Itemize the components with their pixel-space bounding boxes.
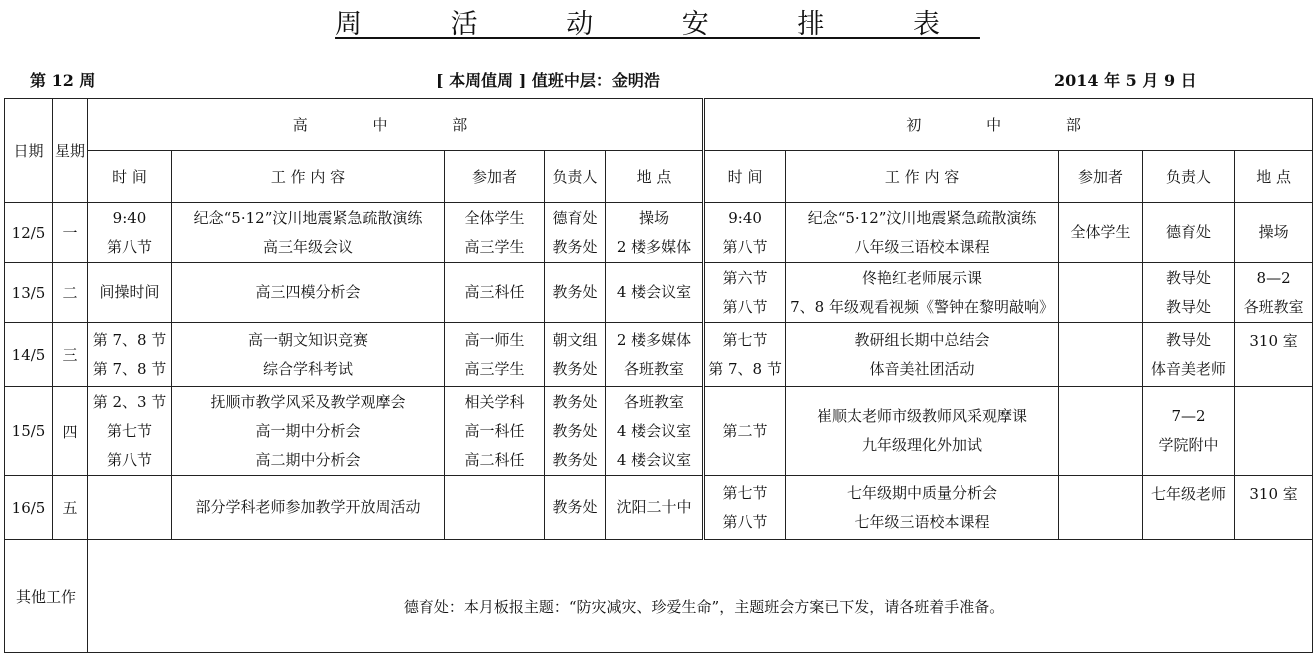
middle-time-line: 第八节 bbox=[722, 512, 768, 531]
row-date: 16/5 bbox=[5, 476, 53, 540]
middle-owner-line: 教导处 bbox=[1166, 297, 1212, 316]
schedule-table bbox=[4, 98, 1313, 653]
header-place: 地 点 bbox=[606, 151, 704, 203]
high-place-cell bbox=[606, 203, 704, 263]
high-content-cell bbox=[172, 476, 445, 540]
middle-content-line: 七年级三语校本课程 bbox=[854, 512, 990, 531]
middle-content-cell bbox=[786, 476, 1059, 540]
high-participants-line: 高一师生 bbox=[464, 330, 525, 349]
middle-owner-cell bbox=[1143, 476, 1235, 540]
middle-place-line: 各班教室 bbox=[1243, 297, 1304, 316]
header-time: 时 间 bbox=[704, 151, 786, 203]
middle-owner-line: 7—2 bbox=[1171, 407, 1206, 425]
schedule-row bbox=[5, 203, 1313, 263]
row-date: 14/5 bbox=[5, 323, 53, 387]
high-participants-cell bbox=[445, 387, 545, 476]
middle-owner-line: 学院附中 bbox=[1158, 436, 1219, 454]
high-time-line: 第七节 bbox=[106, 421, 152, 440]
middle-time-cell bbox=[704, 476, 786, 540]
section-high-school: 高 中 部 bbox=[88, 99, 704, 151]
high-place-cell bbox=[606, 387, 704, 476]
middle-time-line: 9:40 bbox=[728, 208, 762, 227]
middle-time-cell bbox=[704, 203, 786, 263]
middle-time-line: 第七节 bbox=[722, 330, 768, 349]
middle-participants-cell bbox=[1059, 323, 1143, 387]
high-time-cell bbox=[88, 476, 172, 540]
middle-place-line: 310 室 bbox=[1249, 332, 1298, 350]
row-weekday: 一 bbox=[53, 203, 88, 263]
schedule-row bbox=[5, 263, 1313, 323]
high-participants-line: 高一科任 bbox=[464, 421, 525, 440]
high-place-line: 2 楼多媒体 bbox=[616, 330, 692, 349]
high-owner-cell bbox=[545, 387, 606, 476]
schedule-row bbox=[5, 476, 1313, 540]
middle-place-cell bbox=[1235, 263, 1313, 323]
middle-place-cell bbox=[1235, 323, 1313, 387]
issue-date: 2014 年 5 月 9 日 bbox=[1054, 71, 1197, 90]
header-owner: 负责人 bbox=[545, 151, 606, 203]
high-participants-cell bbox=[445, 323, 545, 387]
middle-time-line: 第七节 bbox=[722, 483, 768, 502]
other-work-label: 其他工作 bbox=[5, 540, 88, 653]
header-date: 日期 bbox=[5, 99, 53, 203]
high-content-line: 纪念“5·12”汶川地震紧急疏散演练 bbox=[193, 208, 423, 227]
high-participants-line: 全体学生 bbox=[464, 208, 525, 227]
other-work-text: 德育处：本月板报主题：“防灾减灾、珍爱生命”，主题班会方案已下发，请各班着手准备。 bbox=[88, 540, 1313, 653]
high-content-line: 高一朝文知识竞赛 bbox=[247, 330, 368, 349]
high-time-line: 第 7、8 节 bbox=[92, 359, 167, 378]
page-title: 周 活 动 安 排 表 bbox=[335, 9, 980, 40]
duty-officer: [ 本周值周 ] 值班中层：金明浩 bbox=[436, 71, 660, 90]
high-place-line: 2 楼多媒体 bbox=[616, 237, 692, 256]
header-content: 工 作 内 容 bbox=[172, 151, 445, 203]
middle-content-line: 教研组长期中总结会 bbox=[854, 330, 990, 349]
header-content: 工 作 内 容 bbox=[786, 151, 1059, 203]
high-time-line: 第八节 bbox=[106, 450, 152, 469]
high-time-cell bbox=[88, 323, 172, 387]
high-owner-line: 教务处 bbox=[552, 392, 598, 411]
middle-participants-cell bbox=[1059, 203, 1143, 263]
middle-owner-cell bbox=[1143, 263, 1235, 323]
high-time-line: 9:40 bbox=[112, 208, 147, 227]
middle-time-cell bbox=[704, 263, 786, 323]
high-participants-cell bbox=[445, 203, 545, 263]
middle-participants-cell bbox=[1059, 476, 1143, 540]
high-content-line: 部分学科老师参加教学开放周活动 bbox=[195, 498, 421, 516]
middle-place-line: 8—2 bbox=[1256, 268, 1291, 287]
row-weekday: 四 bbox=[53, 387, 88, 476]
header-place: 地 点 bbox=[1235, 151, 1313, 203]
middle-owner-cell bbox=[1143, 203, 1235, 263]
high-participants-line: 高二科任 bbox=[464, 450, 525, 469]
high-content-line: 抚顺市教学风采及教学观摩会 bbox=[210, 392, 406, 411]
high-participants-cell bbox=[445, 263, 545, 323]
middle-place-line: 310 室 bbox=[1249, 485, 1298, 503]
high-place-line: 4 楼会议室 bbox=[616, 421, 692, 440]
high-owner-line: 教务处 bbox=[552, 237, 598, 256]
middle-time-line: 第二节 bbox=[722, 421, 768, 440]
high-place-line: 操场 bbox=[639, 208, 670, 227]
high-place-line: 沈阳二十中 bbox=[616, 498, 692, 516]
middle-content-cell bbox=[786, 323, 1059, 387]
high-time-cell bbox=[88, 263, 172, 323]
high-owner-cell bbox=[545, 203, 606, 263]
middle-content-line: 七年级期中质量分析会 bbox=[847, 483, 998, 502]
header-time: 时 间 bbox=[88, 151, 172, 203]
middle-participants-cell bbox=[1059, 387, 1143, 476]
row-date: 13/5 bbox=[5, 263, 53, 323]
middle-time-line: 第八节 bbox=[722, 237, 768, 256]
high-time-cell bbox=[88, 203, 172, 263]
middle-owner-line: 教导处 bbox=[1166, 268, 1212, 287]
middle-participants-line: 全体学生 bbox=[1070, 223, 1131, 241]
high-participants-line: 高三科任 bbox=[464, 283, 525, 301]
high-time-line: 第 2、3 节 bbox=[92, 392, 167, 411]
middle-participants-cell bbox=[1059, 263, 1143, 323]
middle-content-line: 7、8 年级观看视频《警钟在黎明敲响》 bbox=[790, 297, 1054, 316]
high-owner-line: 朝文组 bbox=[552, 330, 598, 349]
high-content-cell bbox=[172, 387, 445, 476]
schedule-row bbox=[5, 323, 1313, 387]
high-content-cell bbox=[172, 203, 445, 263]
high-content-line: 高一期中分析会 bbox=[255, 421, 361, 440]
high-time-line: 第八节 bbox=[106, 237, 152, 256]
high-participants-line: 高三学生 bbox=[464, 237, 525, 256]
high-place-cell bbox=[606, 263, 704, 323]
middle-place-cell bbox=[1235, 387, 1313, 476]
middle-owner-line: 德育处 bbox=[1166, 223, 1212, 241]
middle-content-line: 崔顺太老师市级教师风采观摩课 bbox=[817, 407, 1028, 425]
high-participants-line: 相关学科 bbox=[464, 392, 525, 411]
middle-content-line: 体音美社团活动 bbox=[869, 359, 975, 378]
section-middle-school: 初 中 部 bbox=[704, 99, 1313, 151]
header-participants: 参加者 bbox=[445, 151, 545, 203]
row-weekday: 二 bbox=[53, 263, 88, 323]
high-owner-cell bbox=[545, 476, 606, 540]
high-time-line: 间操时间 bbox=[99, 283, 160, 301]
middle-content-line: 九年级理化外加试 bbox=[862, 436, 983, 454]
middle-owner-line: 七年级老师 bbox=[1151, 485, 1227, 503]
middle-time-line: 第八节 bbox=[722, 297, 768, 316]
middle-owner-line: 教导处 bbox=[1166, 330, 1212, 349]
header-owner: 负责人 bbox=[1143, 151, 1235, 203]
high-place-cell bbox=[606, 476, 704, 540]
middle-content-cell bbox=[786, 263, 1059, 323]
middle-place-cell bbox=[1235, 476, 1313, 540]
row-date: 15/5 bbox=[5, 387, 53, 476]
high-owner-line: 教务处 bbox=[552, 498, 598, 516]
high-place-line: 4 楼会议室 bbox=[616, 283, 692, 301]
middle-content-line: 佟艳红老师展示课 bbox=[862, 268, 983, 287]
middle-owner-cell bbox=[1143, 323, 1235, 387]
high-place-line: 各班教室 bbox=[624, 359, 685, 378]
row-weekday: 三 bbox=[53, 323, 88, 387]
high-owner-cell bbox=[545, 323, 606, 387]
middle-owner-cell bbox=[1143, 387, 1235, 476]
high-content-line: 高二期中分析会 bbox=[255, 450, 361, 469]
high-owner-line: 教务处 bbox=[552, 359, 598, 378]
row-weekday: 五 bbox=[53, 476, 88, 540]
high-content-line: 高三年级会议 bbox=[262, 237, 353, 256]
high-content-line: 高三四模分析会 bbox=[255, 283, 361, 301]
high-participants-line: 高三学生 bbox=[464, 359, 525, 378]
high-place-line: 各班教室 bbox=[624, 392, 685, 411]
header-participants: 参加者 bbox=[1059, 151, 1143, 203]
high-place-cell bbox=[606, 323, 704, 387]
week-number: 第 12 周 bbox=[30, 71, 96, 90]
high-owner-cell bbox=[545, 263, 606, 323]
middle-time-cell bbox=[704, 323, 786, 387]
middle-time-cell bbox=[704, 387, 786, 476]
high-owner-line: 教务处 bbox=[552, 283, 598, 301]
middle-place-cell bbox=[1235, 203, 1313, 263]
middle-owner-line: 体音美老师 bbox=[1151, 359, 1227, 378]
high-owner-line: 教务处 bbox=[552, 421, 598, 440]
high-time-line: 第 7、8 节 bbox=[92, 330, 167, 349]
middle-time-line: 第六节 bbox=[722, 268, 768, 287]
middle-content-cell bbox=[786, 203, 1059, 263]
high-owner-line: 教务处 bbox=[552, 450, 598, 469]
high-content-cell bbox=[172, 323, 445, 387]
high-owner-line: 德育处 bbox=[552, 208, 598, 227]
middle-content-line: 纪念“5·12”汶川地震紧急疏散演练 bbox=[807, 208, 1037, 227]
schedule-row bbox=[5, 387, 1313, 476]
high-content-cell bbox=[172, 263, 445, 323]
high-place-line: 4 楼会议室 bbox=[616, 450, 692, 469]
middle-time-line: 第 7、8 节 bbox=[708, 359, 782, 378]
middle-place-line: 操场 bbox=[1258, 223, 1289, 241]
high-participants-cell bbox=[445, 476, 545, 540]
middle-content-line: 八年级三语校本课程 bbox=[854, 237, 990, 256]
high-time-cell bbox=[88, 387, 172, 476]
middle-content-cell bbox=[786, 387, 1059, 476]
header-weekday: 星期 bbox=[53, 99, 88, 203]
high-content-line: 综合学科考试 bbox=[262, 359, 353, 378]
row-date: 12/5 bbox=[5, 203, 53, 263]
